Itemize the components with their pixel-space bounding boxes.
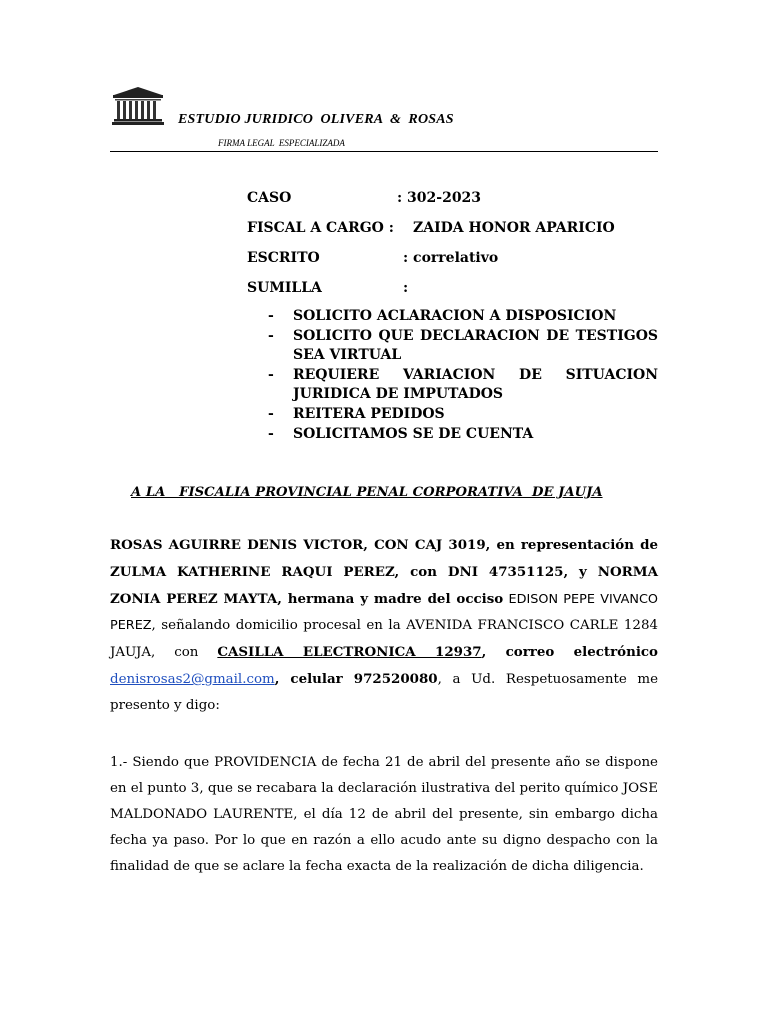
celular-text: , celular 972520080 bbox=[274, 671, 438, 687]
list-item: - SOLICITAMOS SE DE CUENTA bbox=[268, 425, 534, 442]
escrito-label: ESCRITO bbox=[247, 250, 320, 266]
fiscal-line bbox=[247, 220, 615, 236]
deceased-name: EDISON PEPE VIVANCO PEREZ bbox=[110, 592, 659, 633]
closing-text: , a Ud. Respetuosamente me presento y digo: bbox=[110, 672, 659, 713]
email-link[interactable]: denisrosas2@gmail.com bbox=[110, 672, 275, 687]
case-number-line bbox=[247, 190, 482, 206]
email-label: , correo electrónico bbox=[481, 644, 658, 660]
escrito-value: : correlativo bbox=[403, 250, 499, 266]
addressee: A LA FISCALIA PROVINCIAL PENAL CORPORATIVA DE JAUJA bbox=[131, 485, 603, 500]
list-item: - REQUIERE VARIACION DE SITUACION JURIDICA DE IMPUTADOS bbox=[268, 366, 658, 403]
sumilla-list bbox=[268, 307, 658, 444]
intro-text: , señalando domicilio procesal en la AVENIDA FRANCISCO CARLE 1284 JAUJA, con bbox=[110, 618, 658, 660]
sumilla-label: SUMILLA bbox=[247, 280, 322, 296]
intro-paragraph bbox=[110, 532, 658, 719]
firm-tagline: FIRMA LEGAL ESPECIALIZADA bbox=[218, 138, 345, 148]
fiscal-value: ZAIDA HONOR APARICIO bbox=[413, 220, 615, 236]
sumilla-value: : bbox=[403, 280, 409, 296]
list-item: - SOLICITO ACLARACION A DISPOSICION bbox=[268, 308, 617, 324]
case-number-value: : 302-2023 bbox=[397, 190, 482, 206]
paragraph-1: 1.- Siendo que PROVIDENCIA de fecha 21 de abril del presente año se dispone en el punto 3, que se recabara la declaración ilustrativa del perito químico JOSE MALDONADO LAURENTE, el día 12 de abril del presente, sin embargo dicha fecha ya paso. Por lo que en razón a ello acudo ante su digno despacho con la finalidad de que se aclare la fecha exacta de la realización de dicha diligencia. bbox=[110, 755, 658, 874]
list-item: - REITERA PEDIDOS bbox=[268, 405, 445, 422]
firm-name: ESTUDIO JURIDICO OLIVERA & ROSAS bbox=[178, 112, 454, 127]
fiscal-label: FISCAL A CARGO : bbox=[247, 220, 394, 236]
header-divider bbox=[110, 151, 658, 152]
casilla-electronica: CASILLA ELECTRONICA 12937 bbox=[217, 644, 482, 660]
escrito-line bbox=[247, 250, 499, 266]
sumilla-line bbox=[247, 280, 409, 296]
list-item: - SOLICITO QUE DECLARACION DE TESTIGOS SEA VIRTUAL bbox=[268, 327, 658, 364]
intro-bold-text: ROSAS AGUIRRE DENIS VICTOR, CON CAJ 3019, en representación de ZULMA KATHERINE RAQUI PEREZ, con DNI 47351125, y NORMA ZONIA PEREZ MAYTA, hermana y madre del occiso bbox=[110, 537, 658, 607]
courthouse-icon bbox=[110, 86, 166, 126]
case-number-label: CASO bbox=[247, 190, 292, 206]
